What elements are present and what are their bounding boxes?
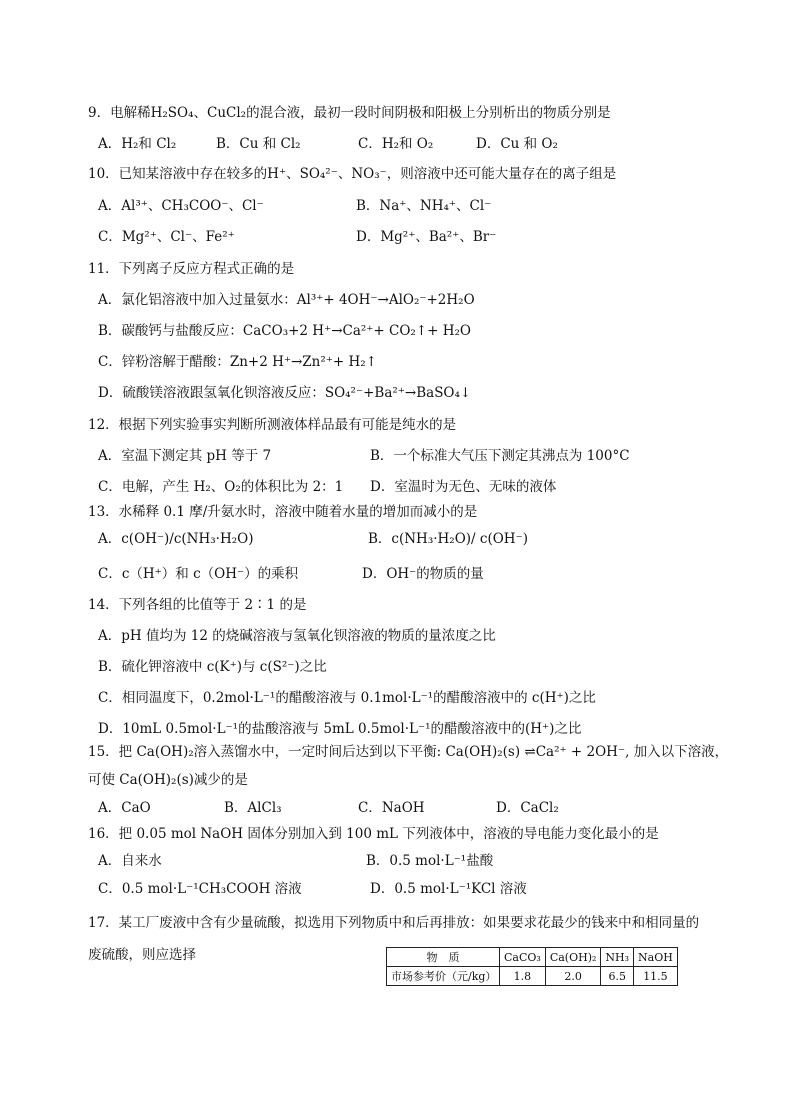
price-table-row	[387, 967, 678, 986]
question-15-stem-line1: 15．把 Ca(OH)₂溶入蒸馏水中，一定时间后达到以下平衡: Ca(OH)₂(s) ⇌Ca²⁺ + 2OH⁻, 加入以下溶液，	[88, 744, 729, 760]
q16-option-c: C．0.5 mol·L⁻¹CH₃COOH 溶液	[98, 881, 302, 897]
question-13-stem: 13．水稀释 0.1 摩/升氨水时，溶液中随着水量的增加而减小的是	[88, 504, 478, 520]
question-10-stem: 10．已知某溶液中存在较多的H⁺、SO₄²⁻、NO₃⁻，则溶液中还可能大量存在的离子组是	[88, 166, 617, 182]
q12-option-d: D．室温时为无色、无味的液体	[370, 479, 557, 495]
q10-option-b: B．Na⁺、NH₄⁺、Cl⁻	[356, 198, 492, 214]
q13-option-a: A．c(OH⁻)/c(NH₃·H₂O)	[98, 531, 254, 547]
question-17-stem-line1: 17．某工厂废液中含有少量硫酸，拟选用下列物质中和后再排放：如果要求花最少的钱来中和相同量的	[88, 915, 700, 931]
price-table-header-row	[387, 948, 678, 967]
q14-option-a: A．pH 值均为 12 的烧碱溶液与氢氧化钡溶液的物质的量浓度之比	[98, 628, 496, 644]
question-14-stem: 14．下列各组的比值等于 2∶1 的是	[88, 597, 307, 613]
q15-option-b: B．AlCl₃	[224, 800, 282, 816]
q15-option-a: A．CaO	[98, 800, 151, 816]
q9-option-d: D．Cu 和 O₂	[476, 136, 558, 152]
price-table-cell: 6.5	[601, 967, 634, 986]
question-9-stem: 9．电解稀H₂SO₄、CuCl₂的混合液，最初一段时间阴极和阳极上分别析出的物质分别是	[88, 105, 611, 121]
question-12-stem: 12．根据下列实验事实判断所测液体样品最有可能是纯水的是	[88, 417, 457, 433]
q13-option-b: B．c(NH₃·H₂O)/ c(OH⁻)	[368, 531, 528, 547]
q10-option-d: D．Mg²⁺、Ba²⁺、Br⁻	[356, 229, 497, 245]
q9-option-a: A．H₂和 Cl₂	[98, 136, 177, 152]
q13-option-c: C．c（H⁺）和 c（OH⁻）的乘积	[98, 566, 299, 582]
price-table-cell: 11.5	[634, 967, 678, 986]
q11-option-a: A．氯化铝溶液中加入过量氨水：Al³⁺+ 4OH⁻→AlO₂⁻+2H₂O	[98, 292, 475, 308]
q15-option-d: D．CaCl₂	[496, 800, 559, 816]
price-table	[386, 947, 678, 986]
q16-option-a: A．自来水	[98, 853, 162, 869]
q9-option-b: B．Cu 和 Cl₂	[216, 136, 301, 152]
price-table-cell: 市场参考价（元/kg）	[387, 967, 500, 986]
q13-option-d: D．OH⁻的物质的量	[362, 566, 484, 582]
price-table-header-cell: Ca(OH)₂	[545, 948, 601, 967]
q12-option-a: A．室温下测定其 pH 等于 7	[98, 448, 272, 464]
q11-option-d: D．硫酸镁溶液跟氢氧化钡溶液反应：SO₄²⁻+Ba²⁺→BaSO₄↓	[98, 385, 472, 401]
q15-option-c: C．NaOH	[358, 800, 425, 816]
q11-option-c: C．锌粉溶解于醋酸：Zn+2 H⁺→Zn²⁺+ H₂↑	[98, 354, 378, 370]
q14-option-b: B．硫化钾溶液中 c(K⁺)与 c(S²⁻)之比	[98, 659, 327, 675]
q14-option-d: D．10mL 0.5mol·L⁻¹的盐酸溶液与 5mL 0.5mol·L⁻¹的醋酸溶液中的(H⁺)之比	[98, 721, 582, 737]
q16-option-b: B．0.5 mol·L⁻¹盐酸	[366, 853, 494, 869]
q16-option-d: D．0.5 mol·L⁻¹KCl 溶液	[370, 881, 527, 897]
price-table-cell: 2.0	[545, 967, 601, 986]
question-16-stem: 16．把 0.05 mol NaOH 固体分别加入到 100 mL 下列液体中，溶液的导电能力变化最小的是	[88, 826, 659, 842]
question-17-stem-line2: 废硫酸，则应选择	[88, 947, 196, 963]
q14-option-c: C．相同温度下，0.2mol·L⁻¹的醋酸溶液与 0.1mol·L⁻¹的醋酸溶液中的 c(H⁺)之比	[98, 690, 596, 706]
question-11-stem: 11．下列离子反应方程式正确的是	[88, 261, 295, 277]
price-table-header-cell: 物 质	[387, 948, 500, 967]
q12-option-b: B．一个标准大气压下测定其沸点为 100°C	[370, 448, 630, 464]
q10-option-c: C．Mg²⁺、Cl⁻、Fe²⁺	[98, 229, 235, 245]
q10-option-a: A．Al³⁺、CH₃COO⁻、Cl⁻	[98, 198, 264, 214]
price-table-header-cell: NaOH	[634, 948, 678, 967]
price-table-header-cell: NH₃	[601, 948, 634, 967]
question-15-stem-line2: 可使 Ca(OH)₂(s)减少的是	[88, 772, 248, 788]
q12-option-c: C．电解，产生 H₂、O₂的体积比为 2：1	[98, 479, 344, 495]
q11-option-b: B．碳酸钙与盐酸反应：CaCO₃+2 H⁺→Ca²⁺+ CO₂↑+ H₂O	[98, 323, 472, 339]
price-table-header-cell: CaCO₃	[500, 948, 546, 967]
q9-option-c: C．H₂和 O₂	[358, 136, 434, 152]
price-table-cell: 1.8	[500, 967, 546, 986]
